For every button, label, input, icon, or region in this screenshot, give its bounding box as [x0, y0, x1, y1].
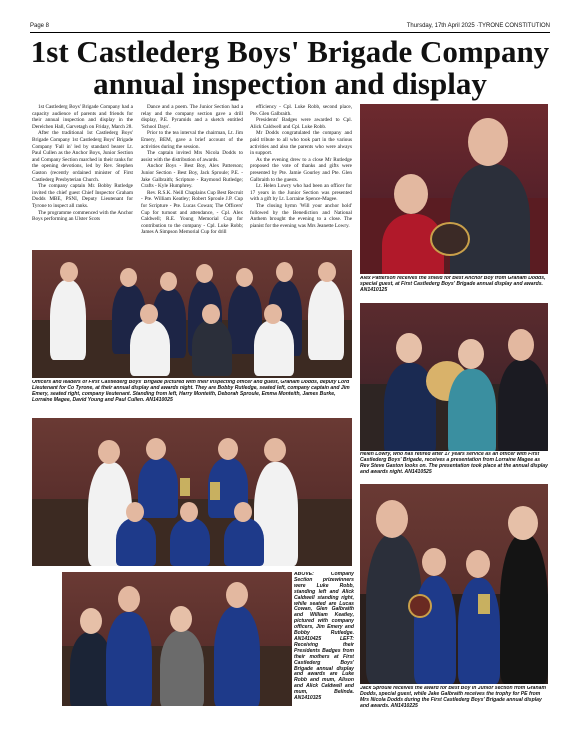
article-paragraph: Rev. R.S.K. Neill Chaplains Cup Best Recruit - Pte. William Keatley; Robert Sproule J.P. Cup for Scripture - Pte. Lucas Cowan; The Officers' Cup for turnout and attendance, - Cpl. Alex Caldwell; R.E. Young Memorial Cup for contribution to the company - Cpl. Luke Robb; James A Simpson Memorial Cup for drill [141, 189, 243, 236]
article-paragraph: Presidents' Badges were awarded to Cpl. Alick Caldwell and Cpl. Luke Robb. [250, 117, 352, 130]
article-column-1 [32, 104, 133, 246]
page-number: Page 8 [30, 23, 50, 29]
photo-company-prizewinners [32, 418, 352, 566]
photo-officers-group [32, 250, 352, 378]
article-paragraph: After the traditional 1st Castlederg Boys' Brigade Company 1st Castlederg Boys' Brigade Company 'Fall in' led by standard bearer Lt. Paul Cullen as the Anchor Boys, Junior Section and Company Section marched in their ranks for the opening devotions, led by Rev. Stephen Gaston (recently ordained minister of First Castlederg Presbyterian Church. [32, 130, 133, 183]
article-paragraph: Prior to the tea interval the chairman, Lt. Jim Emery, BEM, gave a brief account of the activities during the session. [141, 130, 243, 150]
headline-line1: 1st Castlederg Boys' Brigade Company [30, 34, 550, 69]
caption-above-left: ABOVE: Company Section prizewinners were Luke Robb, standing left and Alick Caldwell standing right, while seated are Lucas Cowan, Glen Galbraith and William Keatley, pictured with company officers, Jim Emery and Bobby Rutledge. AN1410425 LEFT: Receiving their Presidents Badges from their mothers at First Castlederg Boys' Brigade annual display and awards are Luke Robb and mum, Alison and Alick Caldwell and mum, Belinda. AN1410325 [294, 572, 354, 702]
article-paragraph: The captain invited Mrs Nicola Dodds to assist with the distribution of awards. [141, 150, 243, 163]
article-paragraph: Anchor Boys - Best Boy, Alex Patterson; Junior Section - Best Boy, Jack Sproule; P.E. - Jake Galbraith; Scripture - Raymond Rutledge; Crafts - Kyle Humphrey. [141, 163, 243, 190]
headline-line2: annual inspection and display [93, 66, 487, 101]
date-line: Thursday, 17th April 2025 ·TYRONE CONSTITUTION [406, 23, 550, 29]
photo-alex-patterson [360, 104, 548, 274]
caption-alex: Alex Patterson receives the shield for Best Anchor Boy from Graham Dodds, special guest, at First Castlederg Boys' Brigade annual display and awards. AN1410125 [360, 276, 546, 293]
caption-helen: Helen Lowry, who has retired after 17 years service as an officer with First Castlederg Boys' Brigade, receives a presentation from Lorraine Magee as Rev Steve Gaston looks on. The presentation took place at the annual display and awards night. AN1410525 [360, 452, 548, 475]
caption-officers: Officers and leaders of First Castlederg Boys' Brigade pictured with their inspecting officer and guest, Graham Dodds, deputy Lord Lieutenant for Co Tyrone, at their annual display and awards night. They are Bobby Rutledge, seated left, company captain and Jim Emery, seated right, company lieutenant. Standing from left, Harry Monteith, Deborah Sproule, Emma Monteith, James Burke, Lorraine Magee, David Young and Paul Cullen. AN1410025 [32, 380, 350, 403]
photo-jack-sproule [360, 484, 548, 684]
article-column-3 [250, 104, 352, 246]
article-paragraph: efficiency - Cpl. Luke Robb, second place, Pte. Glen Galbraith. [250, 104, 352, 117]
photo-presidents-badges [62, 572, 292, 706]
photo-helen-lowry [360, 303, 548, 451]
article-paragraph: As the evening drew to a close Mr Rutledge proposed the vote of thanks and gifts were presented by Pte. Jamie Gourley and Pte. Glen Galbraith to the guests. [250, 156, 352, 183]
article-paragraph: 1st Castlederg Boys' Brigade Company had a capacity audience of parents and friends for their annual inspection and display in the Derelchen Hall, Garvetagh on Friday, March 28. [32, 104, 133, 130]
article-column-2 [141, 104, 243, 246]
article-paragraph: Lt. Helen Lowry who had been an officer for 17 years in the Junior Section was presented with a gift by Lt. Lorraine Spence-Magee. [250, 183, 352, 203]
article-paragraph: The company captain Mr. Bobby Rutledge invited the chief guest Chief Inspector Graham Dodds MBE, PSNI, Deputy Lieutenant for Tyrone to inspect all ranks. [32, 183, 133, 209]
header-rule [30, 32, 550, 33]
article-paragraph: Dance and a poem. The Junior Section had a relay and the company section gave a drill display, P.E. Pyramids and a sketch entitled 'School Days'. [141, 104, 243, 130]
article-paragraph: Mr Dodds congratulated the company and paid tribute to all who took part in the various activities and also the parents who were always in support. [250, 130, 352, 157]
headline [30, 36, 550, 100]
caption-jack: Jack Sproule receives the award for Best Boy in Junior section from Graham Dodds, special guest, while Jake Galbraith receives the trophy for PE from Mrs Nicola Dodds during the First Castlederg Boys' Brigade annual display and awards. AN1410225 [360, 686, 546, 709]
article-paragraph: The programme commenced with the Anchor Boys performing an Ulster Scots [32, 209, 133, 223]
article-paragraph: The closing hymn 'Will your anchor hold' followed by the Benediction and National Anthem brought the evening to a close. The pianist for the evening was Mrs Jeanette Lowry. [250, 202, 352, 229]
